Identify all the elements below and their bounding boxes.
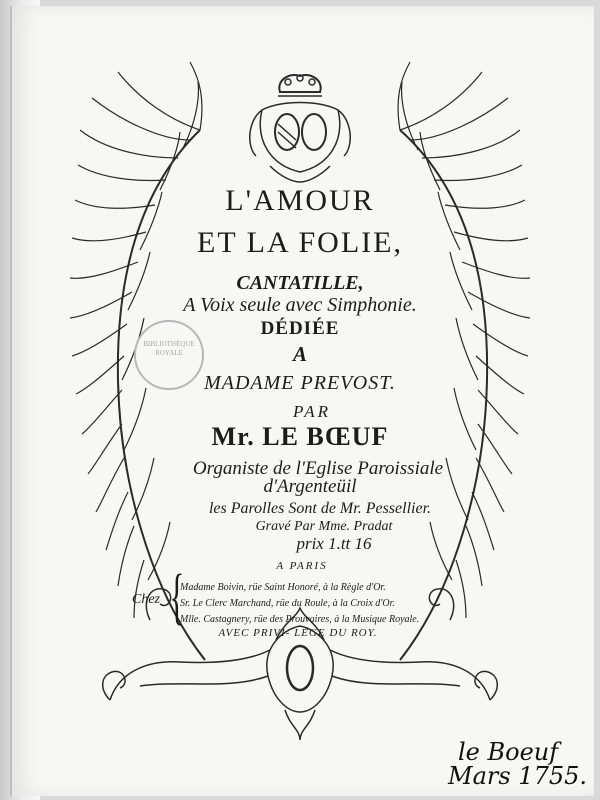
dedication-dedicated: DÉDIÉE: [260, 318, 340, 339]
seller-line: Sr. Le Clerc Marchand, rüe du Roule, à la Croix d'Or.: [180, 598, 395, 609]
composer-name: Mr. LE BŒUF: [211, 422, 389, 451]
chez-label: Chez: [132, 592, 160, 607]
by-line: PAR: [293, 402, 331, 421]
seller-line: Madame Boivin, rüe Saint Honoré, à la Règle d'Or.: [180, 582, 386, 593]
dedication-to: A: [292, 342, 307, 366]
handwritten-note-line-1: le Boeuf: [458, 738, 559, 766]
dedicatee-name: MADAME PREVOST.: [204, 372, 396, 394]
coat-of-arms: [250, 75, 351, 182]
royal-privilege: AVEC PRIVI- LÉGE DU ROY.: [218, 627, 378, 639]
voices-line: A Voix seule avec Simphonie.: [183, 294, 417, 316]
composer-title: Organiste de l'Eglise Paroissiale: [192, 458, 444, 479]
lyricist-line: les Parolles Sont de Mr. Pessellier.: [208, 500, 432, 517]
seller-brace: {: [169, 563, 185, 631]
library-stamp: BIBLIOTHÈQUE ROYALE: [134, 320, 204, 390]
publication-city: A PARIS: [276, 560, 328, 572]
title-line-2: ET LA FOLIE,: [197, 226, 403, 259]
seller-line: Mlle. Castagnery, rüe des Prouvaires, à la Musique Royale.: [180, 614, 420, 625]
engraver-line: Gravé Par Mme. Pradat: [255, 519, 393, 534]
title-line-1: L'AMOUR: [225, 184, 375, 217]
composer-place: d'Argenteüil: [263, 476, 357, 497]
subtitle: CANTATILLE,: [236, 272, 364, 294]
bottom-scroll-cartouche: [103, 589, 498, 740]
handwritten-note-line-2: Mars 1755.: [448, 762, 588, 790]
price-line: prix 1.tt 16: [296, 534, 372, 553]
